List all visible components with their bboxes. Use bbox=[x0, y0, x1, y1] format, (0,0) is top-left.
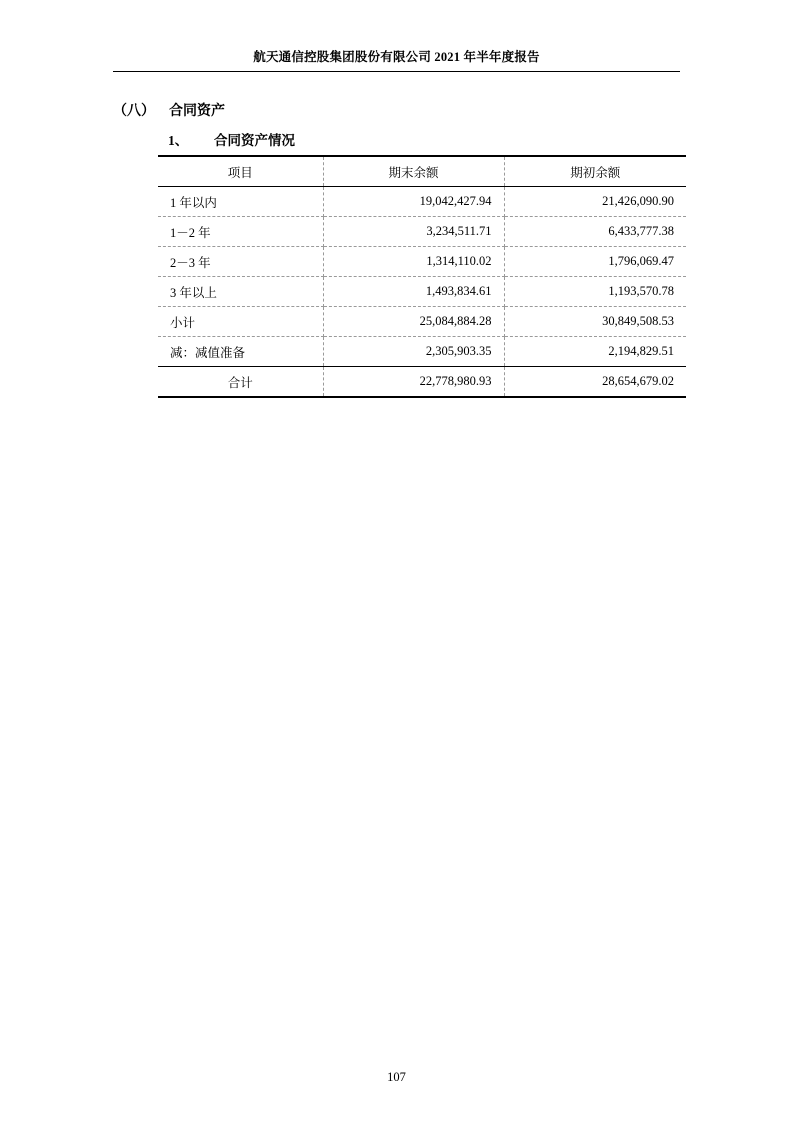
page-number: 107 bbox=[387, 1070, 406, 1084]
row-end-balance: 22,778,980.93 bbox=[323, 367, 504, 398]
row-label: 小计 bbox=[158, 307, 323, 337]
table-row-subtotal bbox=[158, 307, 686, 337]
row-begin-balance: 1,193,570.78 bbox=[504, 277, 686, 307]
row-end-balance: 19,042,427.94 bbox=[323, 187, 504, 217]
table-row-impairment bbox=[158, 337, 686, 367]
subsection-heading bbox=[168, 129, 295, 149]
column-header-begin-balance: 期初余额 bbox=[504, 156, 686, 187]
row-label: 2－3 年 bbox=[158, 247, 323, 277]
table-row-total bbox=[158, 367, 686, 398]
subsection-number: 1、 bbox=[168, 133, 189, 148]
page-header-title: 航天通信控股集团股份有限公司 2021 年半年度报告 bbox=[253, 50, 540, 64]
row-label: 1 年以内 bbox=[158, 187, 323, 217]
row-begin-balance: 6,433,777.38 bbox=[504, 217, 686, 247]
table-row bbox=[158, 277, 686, 307]
table-row bbox=[158, 187, 686, 217]
column-header-item: 项目 bbox=[158, 156, 323, 187]
contract-assets-table-wrapper bbox=[158, 155, 686, 398]
section-heading bbox=[113, 100, 225, 120]
section-number: （八） bbox=[113, 104, 155, 119]
row-label: 3 年以上 bbox=[158, 277, 323, 307]
row-end-balance: 1,314,110.02 bbox=[323, 247, 504, 277]
table-row bbox=[158, 247, 686, 277]
row-begin-balance: 2,194,829.51 bbox=[504, 337, 686, 367]
row-end-balance: 25,084,884.28 bbox=[323, 307, 504, 337]
row-label: 1－2 年 bbox=[158, 217, 323, 247]
row-end-balance: 3,234,511.71 bbox=[323, 217, 504, 247]
table-body bbox=[158, 187, 686, 398]
row-end-balance: 1,493,834.61 bbox=[323, 277, 504, 307]
table-row bbox=[158, 217, 686, 247]
subsection-title: 合同资产情况 bbox=[214, 133, 295, 148]
row-end-balance: 2,305,903.35 bbox=[323, 337, 504, 367]
row-begin-balance: 1,796,069.47 bbox=[504, 247, 686, 277]
section-title: 合同资产 bbox=[169, 104, 225, 119]
row-label: 减：减值准备 bbox=[158, 337, 323, 367]
row-begin-balance: 21,426,090.90 bbox=[504, 187, 686, 217]
row-begin-balance: 28,654,679.02 bbox=[504, 367, 686, 398]
contract-assets-table bbox=[158, 155, 686, 398]
table-header-row bbox=[158, 156, 686, 187]
row-label: 合计 bbox=[158, 367, 323, 398]
column-header-end-balance: 期末余额 bbox=[323, 156, 504, 187]
header-divider bbox=[113, 71, 680, 72]
row-begin-balance: 30,849,508.53 bbox=[504, 307, 686, 337]
